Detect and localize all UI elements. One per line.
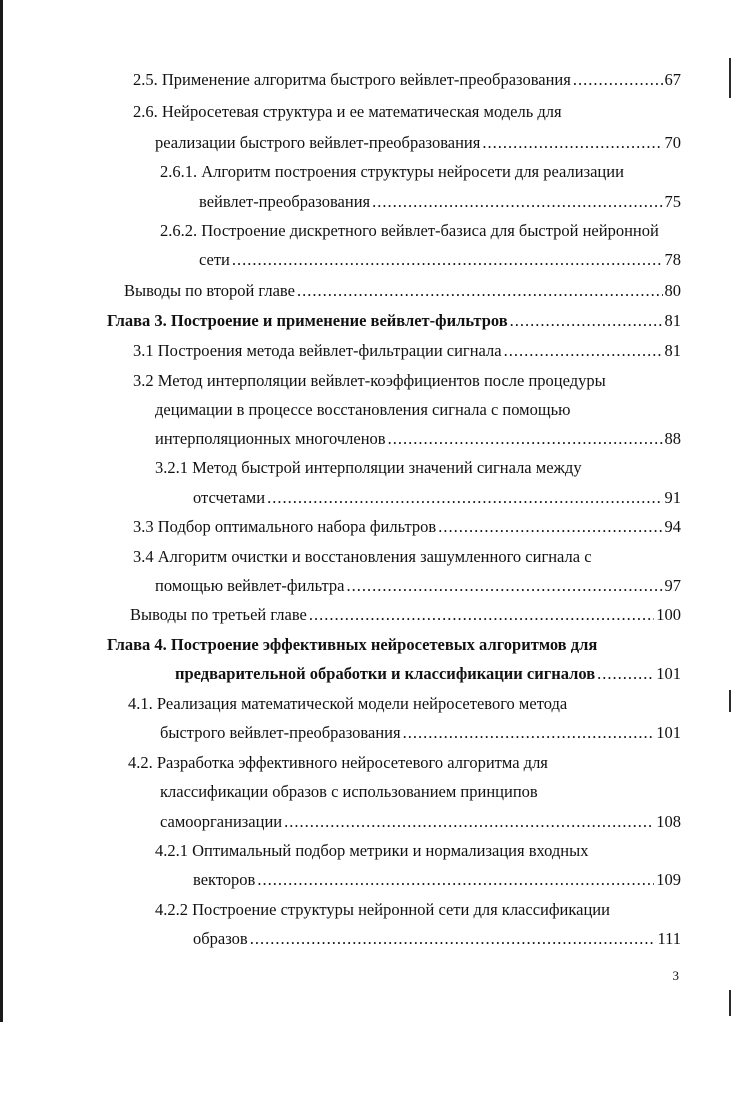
dot-leader <box>232 248 663 272</box>
toc-chapter-title: Глава 3. Построение и применение вейвлет-фильтров <box>107 311 508 330</box>
toc-entry-title: реализации быстрого вейвлет-преобразования <box>155 133 481 152</box>
toc-page-number: 108 <box>656 812 681 831</box>
dot-leader <box>250 927 656 951</box>
toc-entry-3-1[interactable] <box>133 339 681 363</box>
dot-leader <box>267 486 662 510</box>
dot-leader <box>482 131 662 155</box>
toc-entry-4-1[interactable] <box>160 721 681 745</box>
dot-leader <box>284 810 654 834</box>
toc-chapter-4[interactable] <box>175 662 681 686</box>
toc-entry-3-2-line1: 3.2 Метод интерполяции вейвлет-коэффициентов после процедуры <box>133 371 606 390</box>
toc-entry-title: сети <box>199 250 230 269</box>
dot-leader <box>438 515 662 539</box>
toc-entry-4-2-2-line1: 4.2.2 Построение структуры нейронной сети для классификации <box>155 900 610 919</box>
dot-leader <box>297 279 663 303</box>
toc-entry-title: быстрого вейвлет-преобразования <box>160 723 401 742</box>
toc-page-number: 70 <box>664 133 681 152</box>
toc-entry-title: 3.3 Подбор оптимального набора фильтров <box>133 517 437 536</box>
toc-page-number: 81 <box>664 341 681 360</box>
dot-leader <box>388 427 663 451</box>
toc-entry-3-4[interactable] <box>155 574 681 598</box>
dot-leader <box>372 190 662 214</box>
dot-leader <box>309 603 654 627</box>
toc-page-number: 94 <box>664 517 681 536</box>
toc-entry-title: интерполяционных многочленов <box>155 429 386 448</box>
toc-page-number: 101 <box>656 723 681 742</box>
toc-page-number: 101 <box>656 664 681 683</box>
toc-page-number: 100 <box>656 605 681 624</box>
toc-entry-3-2-1[interactable] <box>193 486 681 510</box>
toc-entry-title: образов <box>193 929 248 948</box>
scan-mark-right-2 <box>729 690 731 712</box>
toc-entry-3-3[interactable] <box>133 515 681 539</box>
toc-page-number: 109 <box>656 870 681 889</box>
toc-entry-2-6-2[interactable] <box>199 248 681 272</box>
toc-entry-2-6-2-line1: 2.6.2. Построение дискретного вейвлет-базиса для быстрой нейронной <box>160 221 659 240</box>
scan-edge-left <box>0 0 3 1022</box>
toc-entry-3-2-1-line1: 3.2.1 Метод быстрой интерполяции значений сигнала между <box>155 458 582 477</box>
scan-mark-right-3 <box>729 990 731 1016</box>
toc-entry-2-5[interactable] <box>133 68 681 92</box>
toc-entry-title: помощью вейвлет-фильтра <box>155 576 345 595</box>
toc-page-number: 88 <box>664 429 681 448</box>
toc-page-number: 81 <box>664 311 681 330</box>
toc-entry-title: Выводы по третьей главе <box>130 605 307 624</box>
toc-entry-conclusions-3[interactable] <box>130 603 681 627</box>
page-number: 3 <box>672 968 679 983</box>
toc-page-number: 75 <box>664 192 681 211</box>
toc-entry-3-2[interactable] <box>155 427 681 451</box>
toc-entry-4-2[interactable] <box>160 810 681 834</box>
dot-leader <box>510 309 663 333</box>
toc-chapter-4-line1: Глава 4. Построение эффективных нейросетевых алгоритмов для <box>107 635 598 654</box>
toc-entry-4-2-line1: 4.2. Разработка эффективного нейросетевого алгоритма для <box>128 753 548 772</box>
toc-entry-4-2-2[interactable] <box>193 927 681 951</box>
toc-entry-title: векторов <box>193 870 256 889</box>
toc-entry-4-2-1[interactable] <box>193 868 681 892</box>
toc-page-number: 111 <box>657 929 681 948</box>
toc-entry-2-6-1-line1: 2.6.1. Алгоритм построения структуры нейросети для реализации <box>160 162 624 181</box>
toc-page-number: 97 <box>664 576 681 595</box>
dot-leader <box>597 662 654 686</box>
dot-leader <box>504 339 663 363</box>
toc-entry-2-6-1[interactable] <box>199 190 681 214</box>
toc-page-number: 91 <box>664 488 681 507</box>
toc-entry-4-2-1-line1: 4.2.1 Оптимальный подбор метрики и нормализация входных <box>155 841 589 860</box>
toc-entry-conclusions-2[interactable] <box>124 279 681 303</box>
toc-chapter-title: предварительной обработки и классификации сигналов <box>175 664 596 683</box>
toc-entry-title: вейвлет-преобразования <box>199 192 371 211</box>
dot-leader <box>403 721 655 745</box>
toc-entry-4-2-line2: классификации образов с использованием принципов <box>160 782 538 801</box>
toc-entry-title: самоорганизации <box>160 812 283 831</box>
toc-entry-title: Выводы по второй главе <box>124 281 295 300</box>
toc-entry-4-1-line1: 4.1. Реализация математической модели нейросетевого метода <box>128 694 568 713</box>
dot-leader <box>257 868 654 892</box>
dot-leader <box>346 574 662 598</box>
toc-entry-3-2-line2: децимации в процессе восстановления сигнала с помощью <box>155 400 571 419</box>
toc-entry-title: 2.5. Применение алгоритма быстрого вейвлет-преобразования <box>133 70 571 89</box>
toc-page-number: 78 <box>664 250 681 269</box>
toc-entry-2-6[interactable] <box>155 131 681 155</box>
scan-mark-right-1 <box>729 58 731 98</box>
toc-chapter-3[interactable] <box>107 309 681 333</box>
toc-page-number: 67 <box>664 70 681 89</box>
toc-entry-title: отсчетами <box>193 488 266 507</box>
dot-leader <box>573 68 663 92</box>
toc-entry-2-6-line1: 2.6. Нейросетевая структура и ее математическая модель для <box>133 102 562 121</box>
toc-entry-3-4-line1: 3.4 Алгоритм очистки и восстановления зашумленного сигнала с <box>133 547 592 566</box>
toc-page-number: 80 <box>664 281 681 300</box>
toc-entry-title: 3.1 Построения метода вейвлет-фильтрации сигнала <box>133 341 502 360</box>
